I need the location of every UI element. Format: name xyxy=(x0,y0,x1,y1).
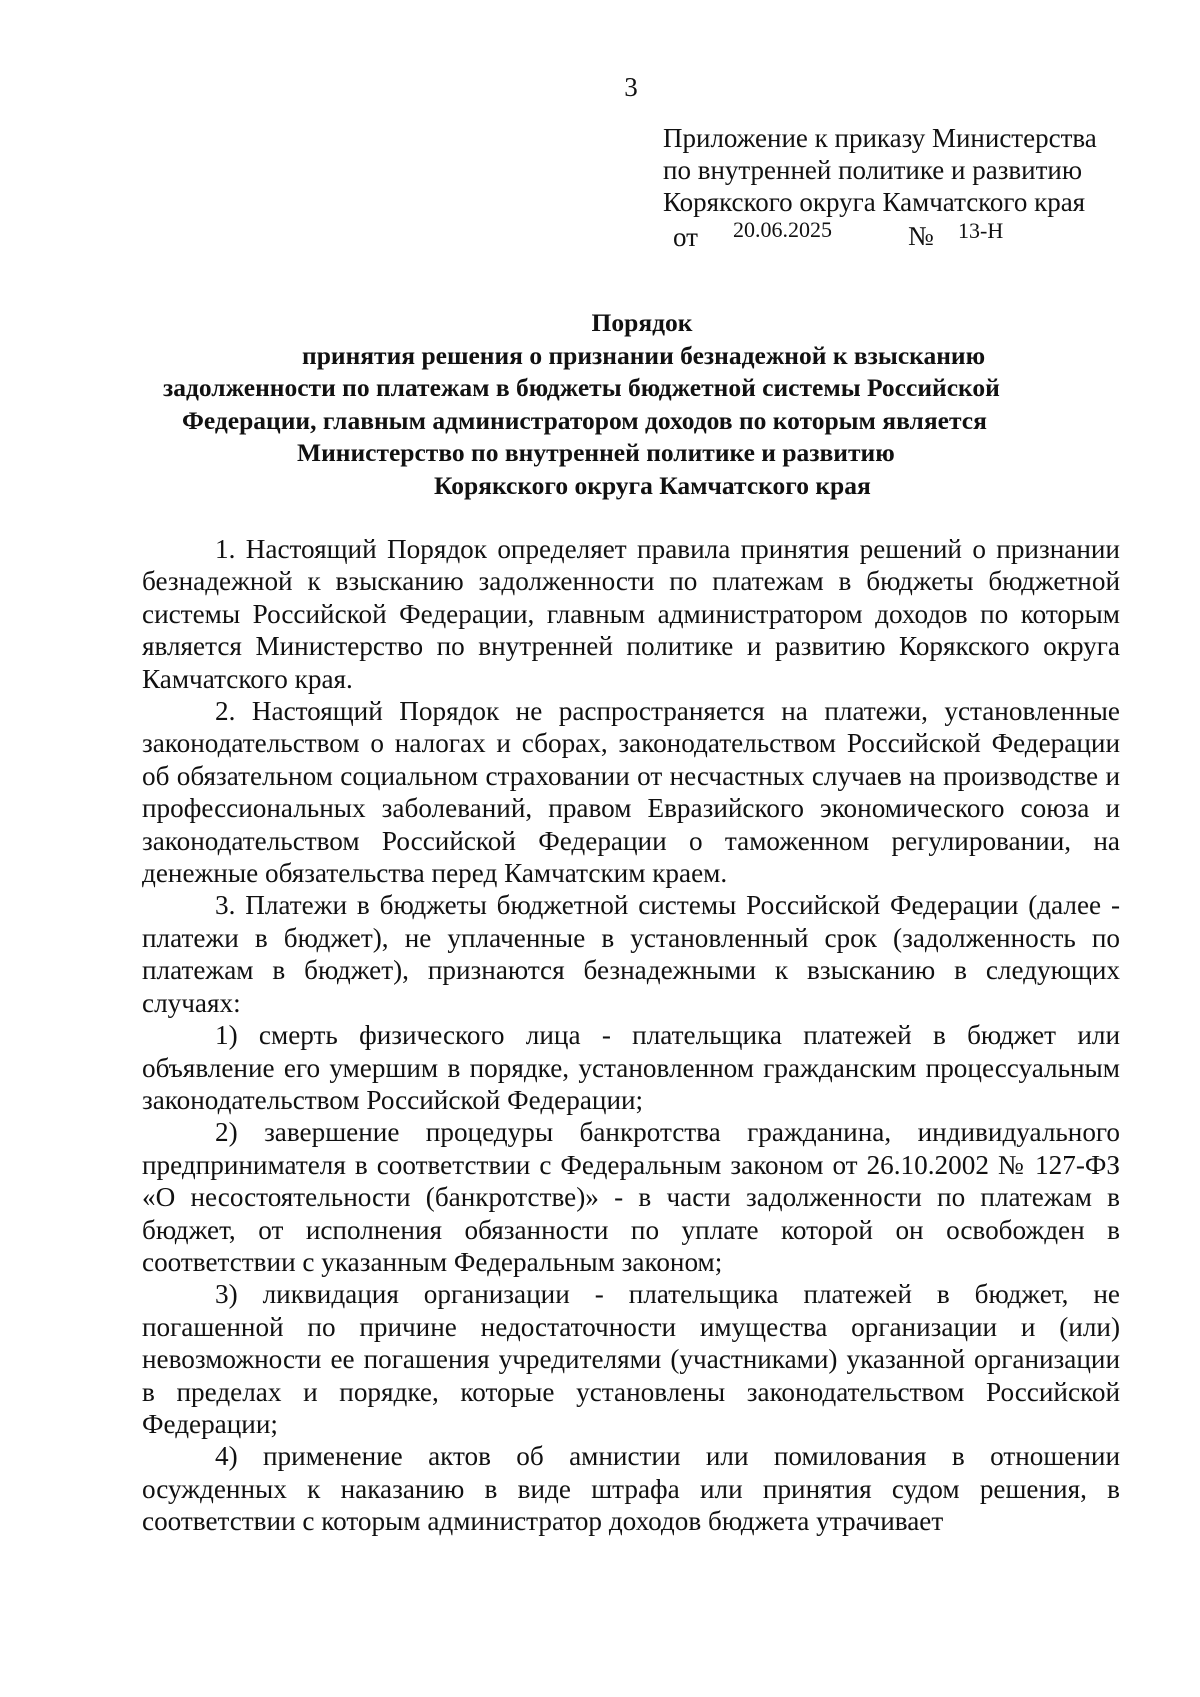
appendix-line-1: Приложение к приказу Министерства xyxy=(663,123,1097,153)
paragraph-3-item-1: 1) смерть физического лица - плательщика платежей в бюджет или объявление его умершим в порядке, установленном гражданским процессуальным законодательством Российской Федерации; xyxy=(142,1020,1120,1115)
paragraph-3-item-2: 2) завершение процедуры банкротства гражданина, индивидуального предпринимателя в соответствии с Федеральным законом от 26.10.2002 № 127-ФЗ «О несостоятельности (банкротстве)» - в части задолженности по платежам в бюджет, от исполнения обязанности по уплате которой он освобожден в соответствии с указанным Федеральным законом; xyxy=(142,1117,1120,1277)
title-line-3: задолженности по платежам в бюджеты бюджетной системы Российской xyxy=(163,373,1000,402)
paragraph-3: 3. Платежи в бюджеты бюджетной системы Российской Федерации (далее - платежи в бюджет), не уплаченные в установленный срок (задолженность по платежам в бюджет), признаются безнадежными к взысканию в следующих случаях: xyxy=(142,890,1120,1018)
order-number: 13-Н xyxy=(958,218,1004,243)
title-line-4: Федерации, главным администратором доходов по которым является xyxy=(182,405,987,435)
appendix-header xyxy=(663,122,1163,250)
appendix-date-line xyxy=(663,218,1163,250)
document-body xyxy=(142,533,1120,1538)
paragraph-2: 2. Настоящий Порядок не распространяется на платежи, установленные законодательством о налогах и сборах, законодательством Российской Федерации об обязательном социальном страховании от несчастных случаев на производстве и профессиональных заболеваний, правом Евразийского экономического союза и законодательством Российской Федерации о таможенном регулировании, на денежные обязательства перед Камчатским краем. xyxy=(142,696,1120,889)
paragraph-3-item-4: 4) применение актов об амнистии или помилования в отношении осужденных к наказанию в виде штрафа или принятия судом решения, в соответствии с которым администратор доходов бюджета утрачивает xyxy=(142,1441,1120,1537)
title-line-5: Министерство по внутренней политике и развитию xyxy=(297,438,895,467)
title-line-1: Порядок xyxy=(591,308,693,337)
title-line-2: принятия решения о признании безнадежной к взысканию xyxy=(302,340,986,370)
document-title xyxy=(150,307,1114,502)
from-label: от xyxy=(673,222,698,252)
order-date: 20.06.2025 xyxy=(733,217,832,242)
appendix-line-3: Корякского округа Камчатского края xyxy=(663,187,1086,217)
page-number: 3 xyxy=(624,72,638,102)
appendix-line-2: по внутренней политике и развитию xyxy=(663,155,1083,185)
paragraph-3-item-3: 3) ликвидация организации - плательщика платежей в бюджет, не погашенной по причине недостаточности имущества организации и (или) невозможности ее погашения учредителями (участниками) указанной организации в пределах и порядке, которые установлены законодательством Российской Федерации; xyxy=(142,1279,1120,1439)
title-line-6: Корякского округа Камчатского края xyxy=(434,470,871,500)
paragraph-1: 1. Настоящий Порядок определяет правила принятия решений о признании безнадежной к взысканию задолженности по платежам в бюджеты бюджетной системы Российской Федерации, главным администратором доходов по которым является Министерство по внутренней политике и развитию Корякского округа Камчатского края. xyxy=(142,534,1120,694)
number-sign: № xyxy=(908,221,934,251)
